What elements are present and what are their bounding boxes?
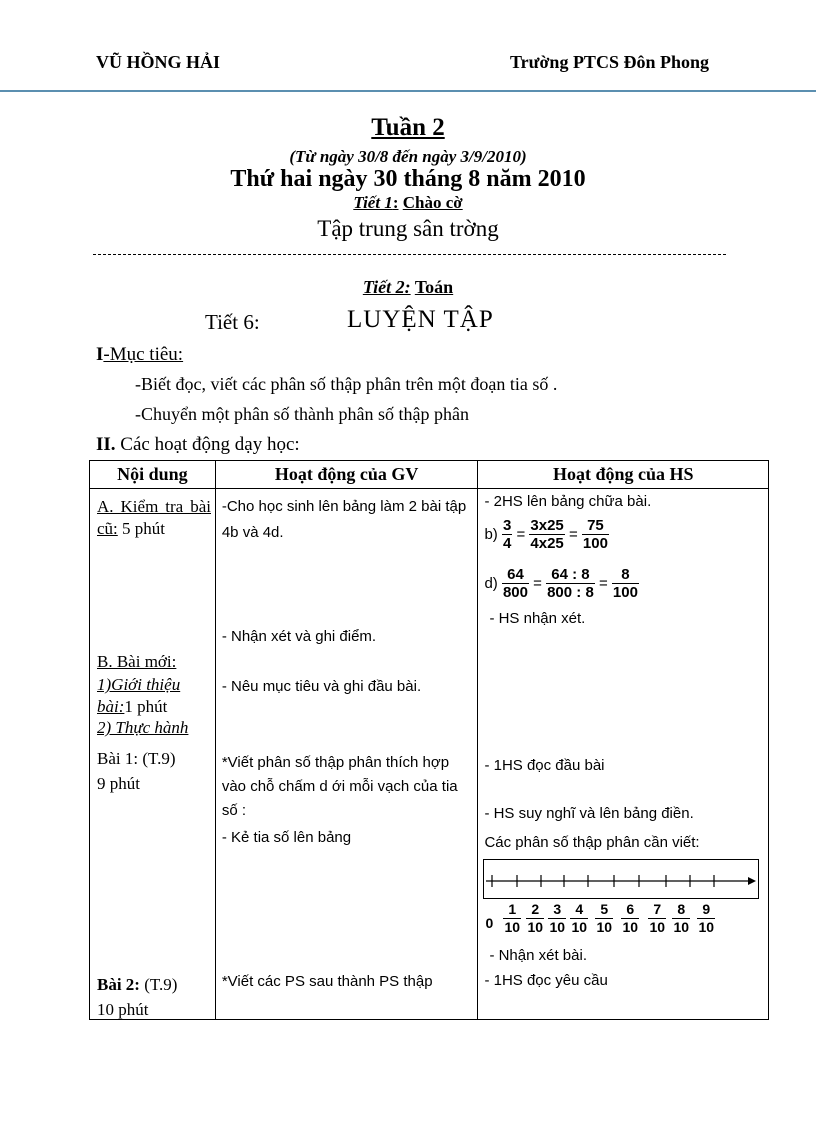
period-1-label: Tiết 1 [353,193,393,212]
lesson-number: Tiết 6: [205,310,260,334]
objectives-heading [96,344,183,366]
tick-fraction: $\frac{5}{10}$ [596,901,613,935]
header-divider [0,90,816,92]
number-line-zero: 0 [485,915,494,931]
column-header-content: Nội dung [90,461,216,489]
student-step-5: Các phân số thập phân cần viết: [484,834,700,851]
objective-item: -Biết đọc, viết các phân số thập phân trên một đoạn tia số . [135,374,558,394]
student-step-6: - Nhận xét bài. [489,947,587,964]
equals-sign: = [516,526,526,543]
fraction: $\frac{8}{100}$ [612,566,638,601]
activities-heading-text: Các hoạt động dạy học: [115,434,300,455]
activities-heading [96,434,300,456]
objectives-heading-num: I [96,344,104,365]
activities-heading-num: II. [96,434,116,455]
section-b1 [97,674,211,718]
section-b1-title: 1)Giới thiệu bài: [97,675,181,716]
student-step-2: - HS nhận xét. [489,610,586,627]
student-column [478,489,769,1020]
section-b1-time: 1 phút [124,697,168,716]
teacher-step-3: - Nêu mục tiêu và ghi đầu bài. [221,678,422,695]
lesson-date: Thứ hai ngày 30 tháng 8 năm 2010 [230,166,586,192]
period-1-heading [0,193,816,213]
exercise-b-label: b) [484,526,498,543]
teacher-step-6: *Viết các PS sau thành PS thập [221,973,433,990]
section-b2: 2) Thực hành [97,718,189,737]
student-step-3: - 1HS đọc đầu bài [484,757,605,774]
equals-sign: = [598,575,608,592]
week-title: Tuần 2 [371,114,445,141]
section-a-title: A. Kiểm tra bài cũ: [97,497,211,538]
teacher-step-4: *Viết phân số thập phân thích hợp vào chỗ chấm d ới mỗi vạch của tia số : [221,754,458,819]
tick-fraction-labels [478,901,769,941]
exercise-2-ref: (T.9) [139,975,178,994]
objective-item: -Chuyển một phân số thành phân số thập phân [135,404,469,424]
period-2-name: Toán [414,277,454,297]
exercise-1-ref: (T.9) [138,749,176,768]
activities-table [89,460,769,1020]
tick-fraction: $\frac{1}{10}$ [504,901,521,935]
student-step-4: - HS suy nghĩ và lên bảng điền. [484,805,694,822]
author-name: VŨ HỒNG HẢI [96,52,221,72]
exercise-1-time: 9 phút [97,774,140,793]
exercise-b-equation [484,517,608,552]
period-2-heading [0,277,816,298]
period-1-sep: : [392,193,399,212]
tick-fraction: $\frac{6}{10}$ [622,901,639,935]
teacher-column [215,489,478,1020]
fraction: $\frac{75}{100}$ [582,517,608,552]
lesson-title: LUYỆN TẬP [347,306,494,333]
teacher-step-1: -Cho học sinh lên bảng làm 2 bài tập 4b và 4d. [221,498,467,541]
dashed-divider [93,254,726,255]
period-2-label: Tiết 2: [362,277,411,297]
column-header-teacher: Hoạt động của GV [215,461,478,489]
content-column [90,489,216,1020]
exercise-1 [97,746,176,796]
tick-fraction: $\frac{4}{10}$ [571,901,588,935]
number-line-box [483,859,759,899]
objectives-heading-text: -Mục tiêu: [103,344,184,365]
tick-fraction: $\frac{3}{10}$ [549,901,566,935]
exercise-2 [97,972,177,1022]
exercise-1-label: Bài 1: [97,749,139,768]
fraction: $\frac{64}{800}$ [502,566,528,601]
tick-fraction: $\frac{2}{10}$ [527,901,544,935]
number-line [484,860,758,898]
fraction: $\frac{64 : 8}{800 : 8}$ [547,566,594,601]
tick-fraction: $\frac{7}{10}$ [649,901,666,935]
equals-sign: = [568,526,578,543]
section-a [97,496,211,540]
exercise-2-label: Bài 2: [97,975,140,994]
column-header-student: Hoạt động của HS [478,461,769,489]
fraction: $\frac{3x25}{4x25}$ [530,517,564,552]
student-step-7: - 1HS đọc yêu cầu [484,972,608,989]
tick-fraction: $\frac{9}{10}$ [698,901,715,935]
student-step-1: - 2HS lên bảng chữa bài. [484,493,652,510]
exercise-2-time: 10 phút [97,1000,149,1019]
teacher-step-5: - Kẻ tia số lên bảng [221,829,352,846]
assembly-text: Tập trung sân trờng [317,216,499,241]
equals-sign: = [533,575,542,592]
week-date-range: (Từ ngày 30/8 đến ngày 3/9/2010) [289,147,527,166]
section-b-title: B. Bài mới: [97,652,177,671]
teacher-step-2: - Nhận xét và ghi điểm. [221,628,377,645]
exercise-d-equation [484,566,639,601]
section-a-time: 5 phút [117,519,166,538]
school-name: Trường PTCS Đôn Phong [510,52,709,72]
fraction: $\frac{3}{4}$ [502,517,512,552]
period-1-name: Chào cờ [402,193,463,212]
tick-fraction: $\frac{8}{10}$ [673,901,690,935]
exercise-d-label: d) [484,575,498,592]
